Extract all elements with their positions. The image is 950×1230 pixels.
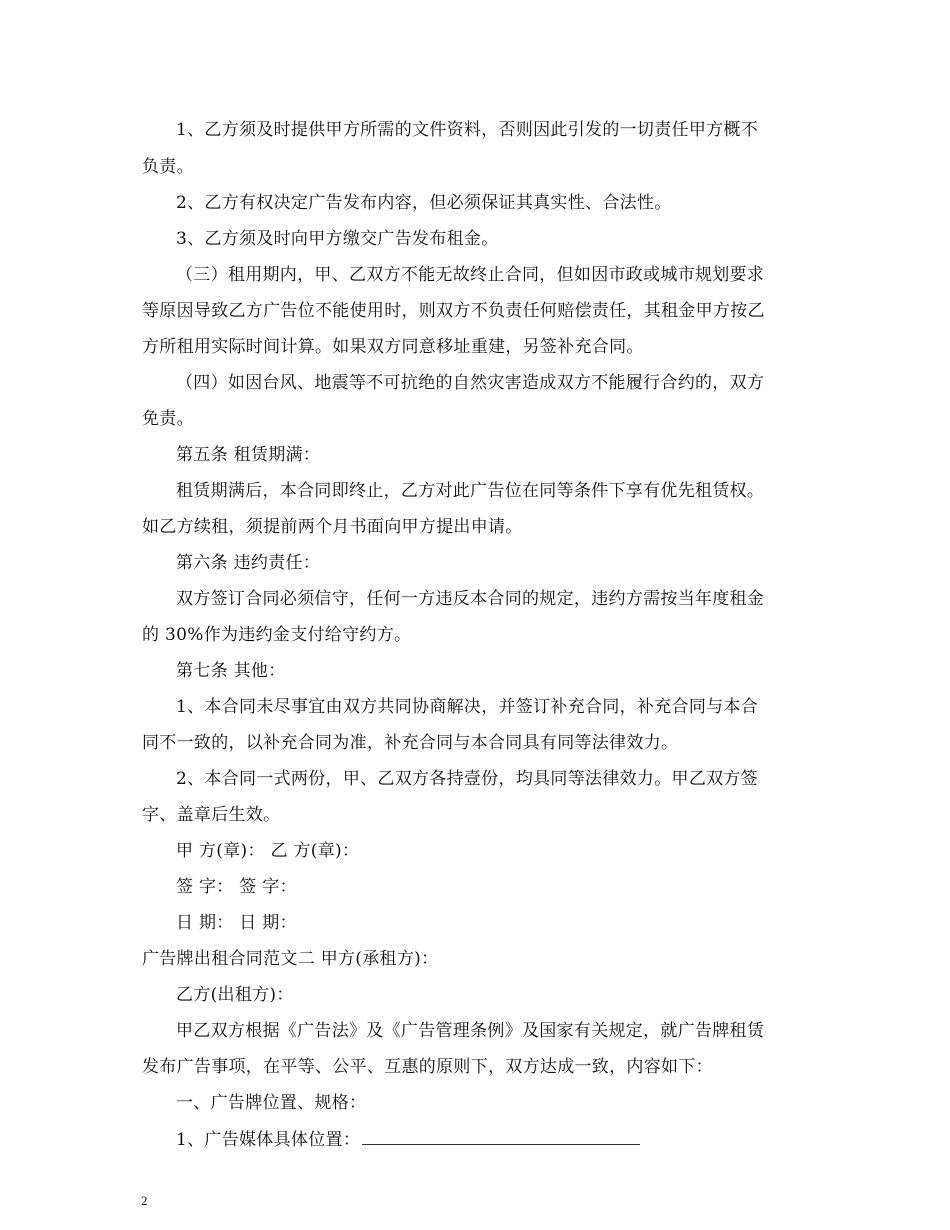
section-title: 广告牌出租合同范文二 甲方(承租方)： [142,949,439,969]
paragraph-line: 1、乙方须及时提供甲方所需的文件资料，否则因此引发的一切责任甲方概不 [176,120,759,140]
section-heading: 第七条 其他： [176,661,286,681]
paragraph-line: 双方签订合同必须信守，任何一方违反本合同的规定，违约方需按当年度租金 [176,589,765,609]
paragraph-line: 字、盖章后生效。 [142,805,281,825]
paragraph-line: 租赁期满后，本合同即终止，乙方对此广告位在同等条件下享有优先租赁权。 [176,481,765,501]
section-heading: 一、广告牌位置、规格： [176,1093,367,1113]
paragraph-line: 负责。 [142,157,194,177]
fill-in-line [176,1129,640,1150]
paragraph-line: 1、本合同未尽事宜由双方共同协商解决，并签订补充合同，补充合同与本合 [176,697,759,717]
blank-underline [362,1129,640,1145]
page-number: 2 [141,1193,148,1208]
paragraph-line: 如乙方续租，须提前两个月书面向甲方提出申请。 [142,517,523,537]
paragraph-line: 等原因导致乙方广告位不能使用时，则双方不负责任何赔偿责任，其租金甲方按乙 [142,301,765,321]
paragraph-line: 2、本合同一式两份，甲、乙双方各持壹份，均具同等法律效力。甲乙双方签 [176,769,759,789]
paragraph-line: 2、乙方有权决定广告发布内容，但必须保证其真实性、合法性。 [176,193,672,213]
paragraph-line: 3、乙方须及时向甲方缴交广告发布租金。 [176,229,499,249]
paragraph-line: （四）如因台风、地震等不可抗绝的自然灾害造成双方不能履行合约的，双方 [176,373,765,393]
paragraph-line: 甲乙双方根据《广告法》及《广告管理条例》及国家有关规定，就广告牌租赁 [176,1021,765,1041]
field-label: 1、广告媒体具体位置： [176,1130,361,1150]
section-heading: 第六条 违约责任： [176,553,321,573]
paragraph-line: 发布广告事项，在平等、公平、互惠的原则下，双方达成一致，内容如下： [142,1057,713,1077]
paragraph-line: 免责。 [142,409,194,429]
paragraph-line: 的 30%作为违约金支付给守约方。 [142,625,412,645]
signature-line: 甲 方(章)： 乙 方(章)： [176,841,360,861]
date-line: 日 期： 日 期： [176,913,297,933]
section-heading: 第五条 租赁期满： [176,445,321,465]
paragraph-line: 同不一致的，以补充合同为准，补充合同与本合同具有同等法律效力。 [142,733,679,753]
paragraph-line: 乙方(出租方)： [176,985,294,1005]
paragraph-line: 方所租用实际时间计算。如果双方同意移址重建，另签补充合同。 [142,337,644,357]
signature-line: 签 字： 签 字： [176,877,297,897]
paragraph-line: （三）租用期内，甲、乙双方不能无故终止合同，但如因市政或城市规划要求 [176,265,765,285]
